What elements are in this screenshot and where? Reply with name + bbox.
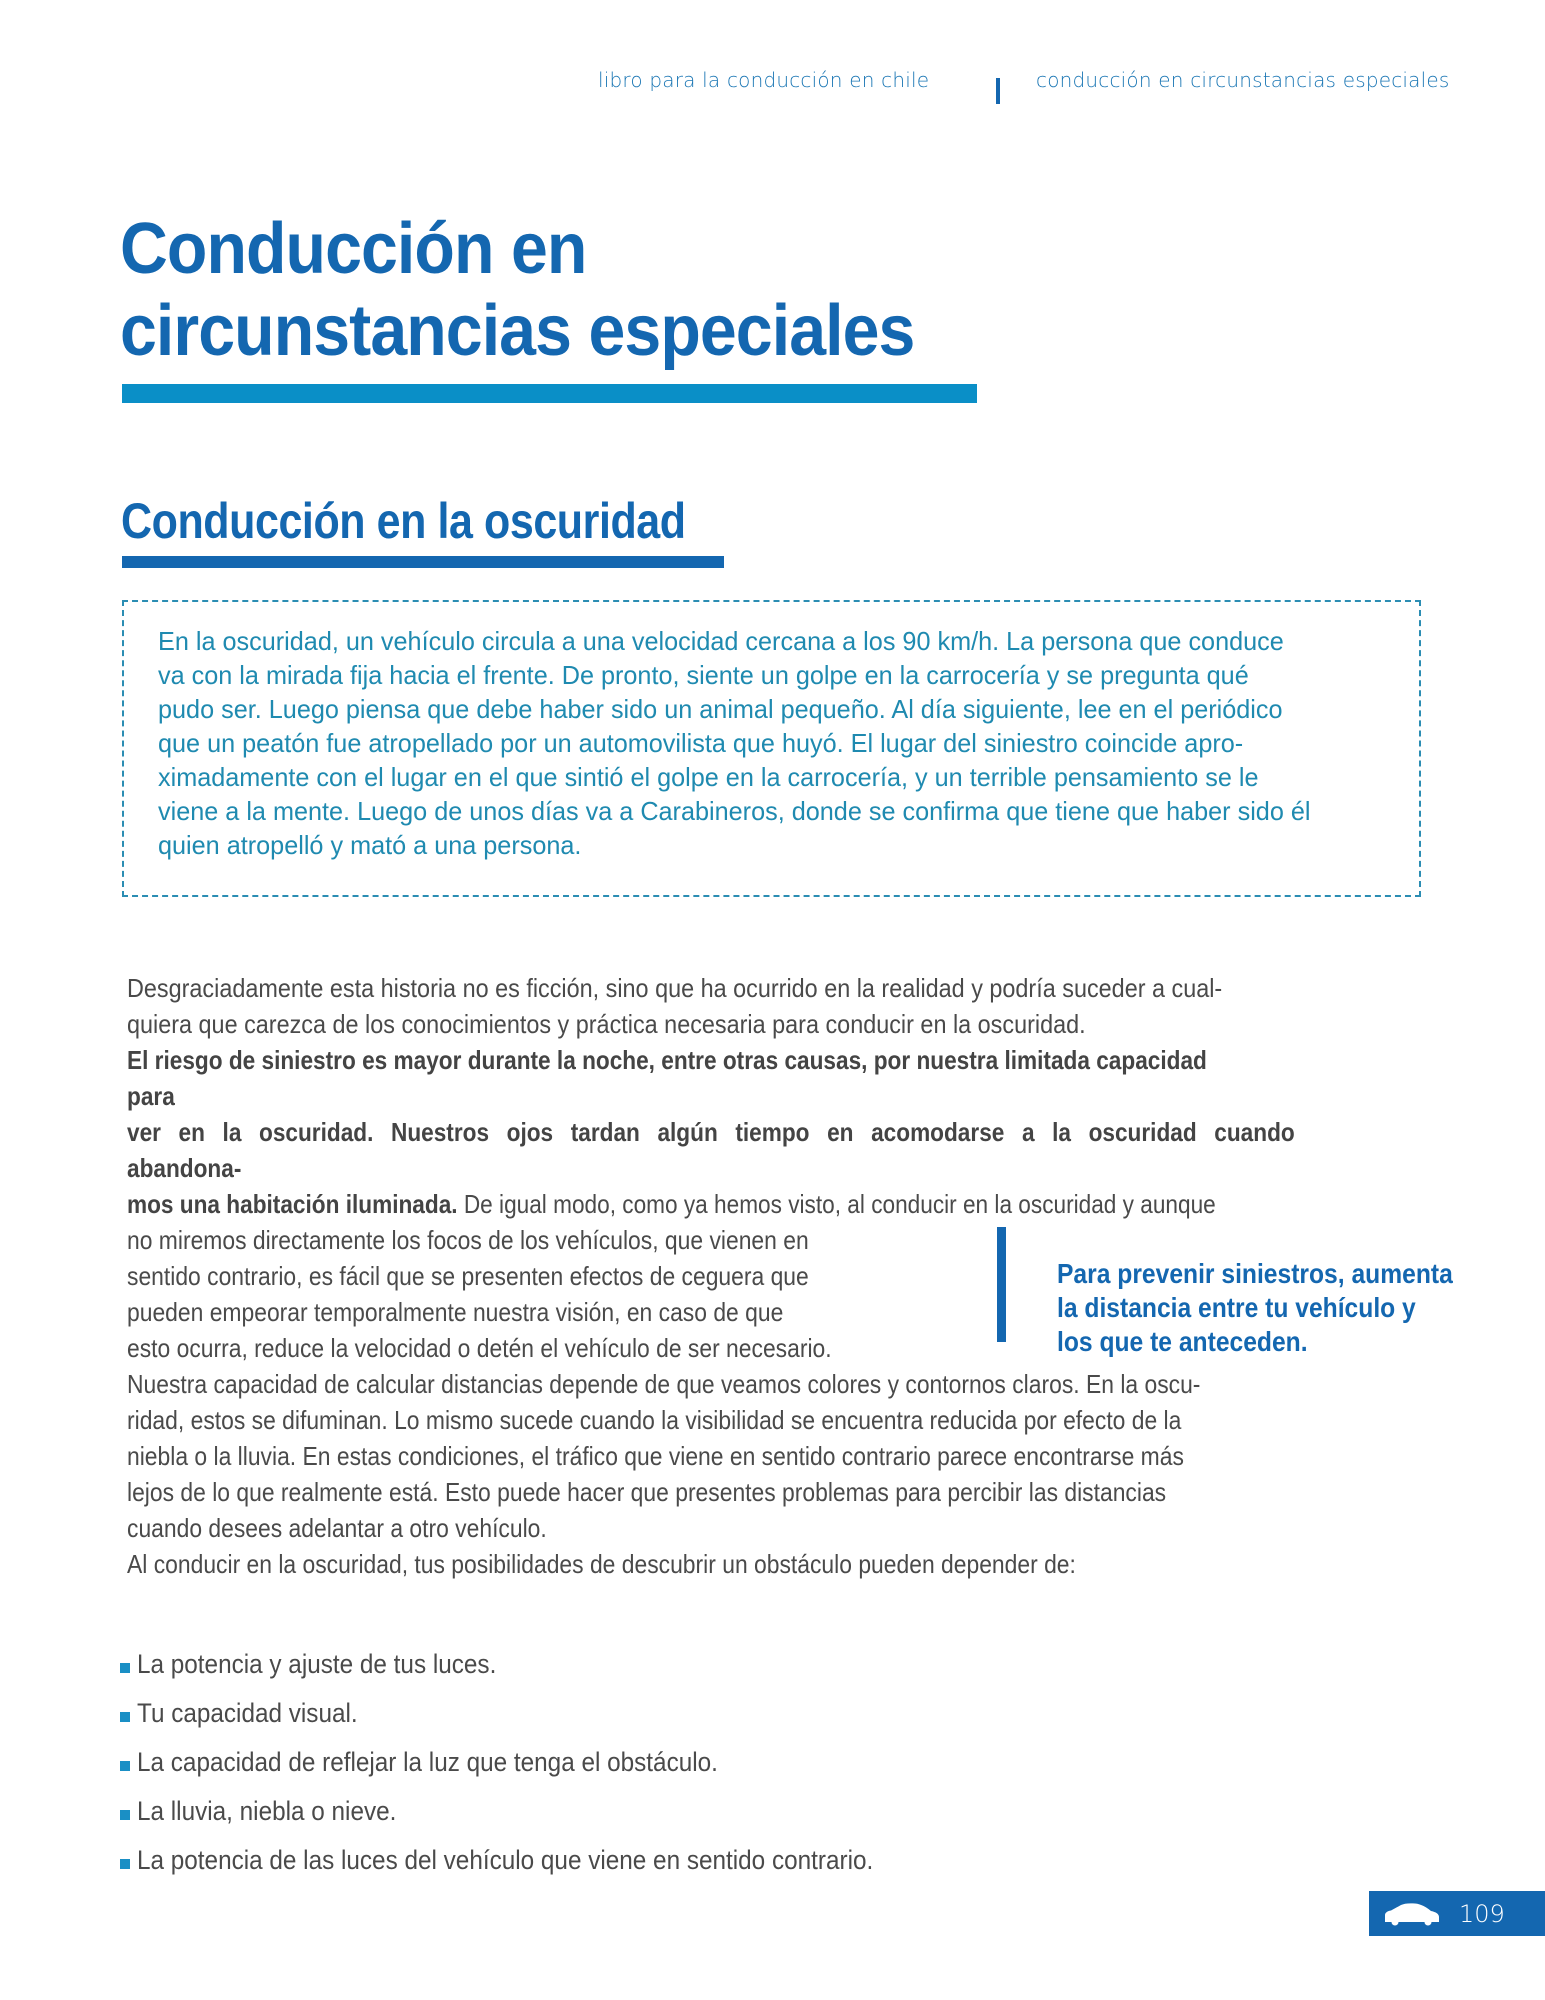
paragraph-line: quiera que carezca de los conocimientos y práctica necesaria para conducir en la oscuridad. bbox=[127, 1009, 1086, 1039]
paragraph-line: lejos de lo que realmente está. Esto puede hacer que presentes problemas para percibir las distancias bbox=[127, 1477, 1167, 1507]
list-item-text: Tu capacidad visual. bbox=[137, 1698, 358, 1728]
callout-line: Para prevenir siniestros, aumenta bbox=[1057, 1258, 1453, 1289]
chapter-title-line-1: Conducción en bbox=[120, 209, 587, 289]
chapter-title-underline bbox=[122, 384, 977, 403]
story-text bbox=[158, 624, 1380, 862]
wrapped-paragraph bbox=[127, 1222, 884, 1366]
list-item bbox=[120, 1836, 955, 1885]
mixed-line bbox=[127, 1186, 1288, 1222]
distance-paragraph bbox=[127, 1366, 1297, 1582]
square-bullet-icon bbox=[120, 1859, 130, 1869]
list-item-text: La lluvia, niebla o nieve. bbox=[137, 1796, 397, 1826]
page-number: 109 bbox=[1459, 1899, 1505, 1928]
bold-emphasis-paragraph bbox=[127, 1042, 1462, 1222]
header-separator bbox=[996, 78, 1000, 104]
intro-paragraph bbox=[127, 970, 1459, 1042]
paragraph-line: niebla o la lluvia. En estas condiciones, el tráfico que viene en sentido contrario parece encontrarse más bbox=[127, 1441, 1184, 1471]
paragraph-line: Desgraciadamente esta historia no es ficción, sino que ha ocurrido en la realidad y podría suceder a cual- bbox=[127, 973, 1223, 1003]
obstacle-factors-list bbox=[120, 1640, 955, 1885]
paragraph-line: sentido contrario, es fácil que se presenten efectos de ceguera que bbox=[127, 1261, 809, 1291]
bold-line: para bbox=[127, 1081, 175, 1111]
paragraph-line: Nuestra capacidad de calcular distancias depende de que veamos colores y contornos claros. En la oscu- bbox=[127, 1369, 1201, 1399]
paragraph-line: ridad, estos se difuminan. Lo mismo sucede cuando la visibilidad se encuentra reducida por efecto de la bbox=[127, 1405, 1182, 1435]
chapter-title-line-2: circunstancias especiales bbox=[120, 291, 915, 371]
list-item-text: La potencia de las luces del vehículo que viene en sentido contrario. bbox=[137, 1845, 874, 1875]
bold-line: El riesgo de siniestro es mayor durante la noche, entre otras causas, por nuestra limitada capacidad bbox=[127, 1045, 1207, 1075]
story-line: quien atropelló y mató a una persona. bbox=[158, 830, 582, 860]
paragraph-line: no miremos directamente los focos de los vehículos, que vienen en bbox=[127, 1225, 809, 1255]
list-item-text: La potencia y ajuste de tus luces. bbox=[137, 1649, 497, 1679]
square-bullet-icon bbox=[120, 1761, 130, 1771]
square-bullet-icon bbox=[120, 1810, 130, 1820]
paragraph-line: Al conducir en la oscuridad, tus posibilidades de descubrir un obstáculo pueden depender de: bbox=[127, 1549, 1076, 1579]
list-item bbox=[120, 1689, 955, 1738]
running-header-chapter-title: conducción en circunstancias especiales bbox=[1036, 68, 1450, 92]
paragraph-line: cuando desees adelantar a otro vehículo. bbox=[127, 1513, 547, 1543]
bold-line: abandona- bbox=[127, 1153, 242, 1183]
bold-line: ver en la oscuridad. Nuestros ojos tardan algún tiempo en acomodarse a la oscuridad cuando bbox=[127, 1117, 1295, 1147]
callout-line: la distancia entre tu vehículo y bbox=[1057, 1292, 1416, 1323]
story-line: va con la mirada fija hacia el frente. De pronto, siente un golpe en la carrocería y se pregunta qué bbox=[158, 660, 1249, 690]
paragraph-line: pueden empeorar temporalmente nuestra visión, en caso de que bbox=[127, 1297, 784, 1327]
section-title: Conducción en la oscuridad bbox=[121, 493, 686, 549]
list-item bbox=[120, 1787, 955, 1836]
list-item bbox=[120, 1738, 955, 1787]
callout-tip bbox=[1057, 1257, 1462, 1359]
callout-accent-bar bbox=[997, 1227, 1006, 1342]
story-line: viene a la mente. Luego de unos días va a Carabineros, donde se confirma que tiene que haber sido él bbox=[158, 796, 1311, 826]
car-icon bbox=[1383, 1902, 1441, 1926]
square-bullet-icon bbox=[120, 1663, 130, 1673]
page-number-badge bbox=[1369, 1891, 1545, 1936]
square-bullet-icon bbox=[120, 1712, 130, 1722]
callout-line: los que te anteceden. bbox=[1057, 1326, 1308, 1357]
list-item-text: La capacidad de reflejar la luz que tenga el obstáculo. bbox=[137, 1747, 718, 1777]
list-item bbox=[120, 1640, 955, 1689]
regular-fragment: De igual modo, como ya hemos visto, al conducir en la oscuridad y aunque bbox=[457, 1189, 1216, 1219]
story-line: En la oscuridad, un vehículo circula a una velocidad cercana a los 90 km/h. La persona que conduce bbox=[158, 626, 1284, 656]
story-line: pudo ser. Luego piensa que debe haber sido un animal pequeño. Al día siguiente, lee en el periódico bbox=[158, 694, 1283, 724]
running-header-book-title: libro para la conducción en chile bbox=[598, 68, 930, 92]
paragraph-line: esto ocurra, reduce la velocidad o detén el vehículo de ser necesario. bbox=[127, 1333, 832, 1363]
chapter-title bbox=[120, 208, 914, 372]
bold-fragment: mos una habitación iluminada. bbox=[127, 1189, 458, 1219]
story-line: que un peatón fue atropellado por un automovilista que huyó. El lugar del siniestro coincide apro- bbox=[158, 728, 1244, 758]
story-line: ximadamente con el lugar en el que sintió el golpe en la carrocería, y un terrible pensamiento se le bbox=[158, 762, 1259, 792]
section-title-underline bbox=[122, 556, 724, 568]
